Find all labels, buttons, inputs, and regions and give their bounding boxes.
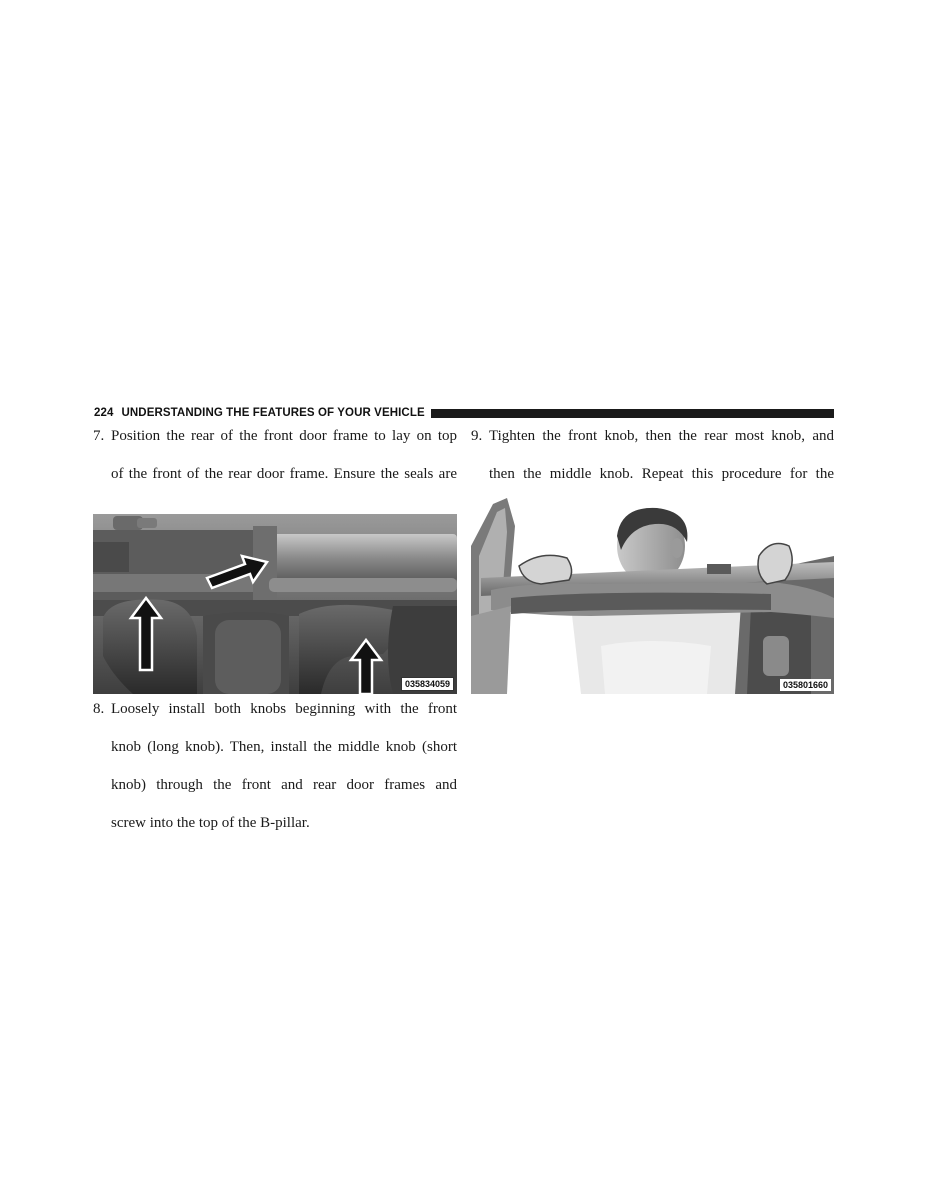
section-title: UNDERSTANDING THE FEATURES OF YOUR VEHICLE <box>121 407 425 419</box>
step-number: 8. <box>93 701 105 717</box>
step-line: knob) through the front and rear door frames and <box>111 777 457 793</box>
step-line: then the middle knob. Repeat this procedure for the <box>489 466 834 482</box>
step-line: knob (long knob). Then, install the middle knob (short <box>111 739 457 755</box>
step-line: Position the rear of the front door frame to lay on top <box>111 428 457 444</box>
page-number: 224 <box>94 407 114 419</box>
person-tightening-knobs-illustration <box>471 486 834 694</box>
step-8 <box>93 700 457 833</box>
step-number: 9. <box>471 428 483 444</box>
figure-code: 035801660 <box>780 679 831 691</box>
header-rule <box>431 409 834 418</box>
step-number: 7. <box>93 428 105 444</box>
step-line: screw into the top of the B-pillar. <box>111 815 310 831</box>
step-line: Tighten the front knob, then the rear most knob, and <box>489 428 834 444</box>
figure-code: 035834059 <box>401 677 454 691</box>
page-header <box>94 406 834 420</box>
step-line: Loosely install both knobs beginning with the front <box>111 701 457 717</box>
door-frame-seal-illustration <box>93 486 457 694</box>
step-line: of the front of the rear door frame. Ensure the seals are <box>111 466 457 482</box>
